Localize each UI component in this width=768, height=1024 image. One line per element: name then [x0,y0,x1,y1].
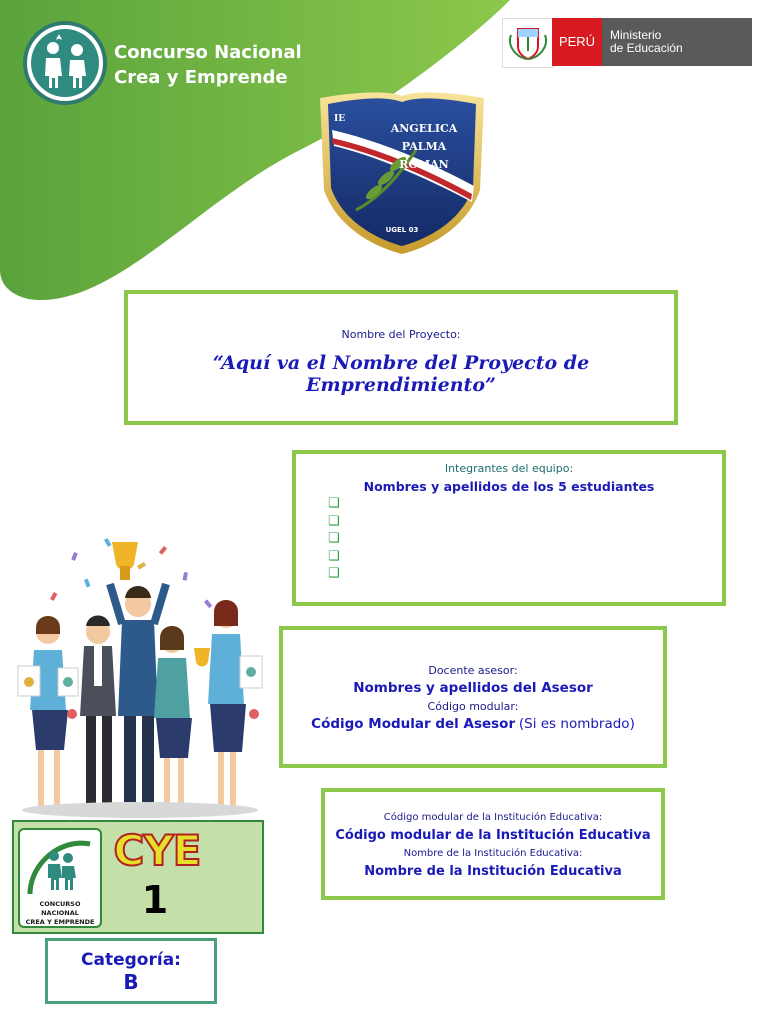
team-member-checkbox-5[interactable]: ❑ [328,566,340,581]
institution-name-label: Nombre de la Institución Educativa: [403,848,583,859]
advisor-code [283,716,663,732]
cye-logo-text [20,900,100,927]
advisor-code-value: Código Modular del Asesor [311,716,516,732]
ministry-line2: de Educación [610,41,683,55]
ministry-logo [502,18,752,66]
team-member-list [328,495,340,583]
contest-logo [22,20,108,106]
children-icon [22,20,108,106]
team-member-checkbox-2[interactable]: ❑ [328,513,340,529]
team-member-checkbox-1[interactable]: ❑ [328,496,340,511]
ministry-grey-block [602,18,752,66]
team-member-checkbox-3[interactable]: ❑ [328,531,340,546]
peru-red-block [552,18,602,66]
cye-badge [12,820,264,934]
cye-logo-line1: CONCURSO NACIONAL [39,900,81,917]
project-name-box [124,290,678,425]
category-label: Categoría: [81,950,181,970]
advisor-code-label: Código modular: [427,700,519,713]
cye-title: CYE [113,826,201,875]
team-label: Integrantes del equipo: [444,462,574,475]
team-box [292,450,726,606]
peru-label: PERÚ [558,34,596,49]
school-badge-name [374,120,474,174]
school-name-line1: ANGELICA [390,122,458,135]
team-celebration-illustration [14,532,266,822]
cye-number: 1 [141,878,169,922]
team-heading: Nombres y apellidos de los 5 estudiantes [363,479,655,494]
cye-children-icon [20,834,100,898]
contest-title-line1: Concurso Nacional [114,42,302,63]
ministry-line1: Ministerio [610,28,662,42]
institution-code-label: Código modular de la Institución Educativa: [383,812,603,823]
institution-code-value: Código modular de la Institución Educativa [335,828,651,843]
coat-of-arms-icon [503,19,553,67]
school-name-line2: PALMA [401,140,447,153]
school-badge [316,90,488,256]
contest-title-line2: Crea y Emprende [114,67,288,88]
category-value: B [123,970,139,994]
advisor-label: Docente asesor: [428,664,518,677]
advisor-name: Nombres y apellidos del Asesor [353,680,593,696]
category-box [45,938,217,1004]
advisor-box [279,626,667,768]
institution-box [321,788,665,900]
team-member-checkbox-4[interactable]: ❑ [328,548,340,564]
institution-name-value: Nombre de la Institución Educativa [364,864,622,879]
peru-shield [502,18,554,68]
cye-logo-line2: CREA Y EMPRENDE [25,918,95,926]
project-name-label: Nombre del Proyecto: [341,328,461,341]
school-name-line3: ROMAN [399,158,449,171]
celebrating-people-icon [14,532,266,822]
project-title: “Aquí va el Nombre del Proyecto de Emprendimiento” [212,352,590,396]
advisor-code-note: (Si es nombrado) [518,716,635,732]
cye-logo-tile [18,828,102,928]
contest-title [114,40,302,90]
school-badge-ugel: UGEL 03 [385,226,419,234]
school-badge-ie: IE [334,114,346,124]
